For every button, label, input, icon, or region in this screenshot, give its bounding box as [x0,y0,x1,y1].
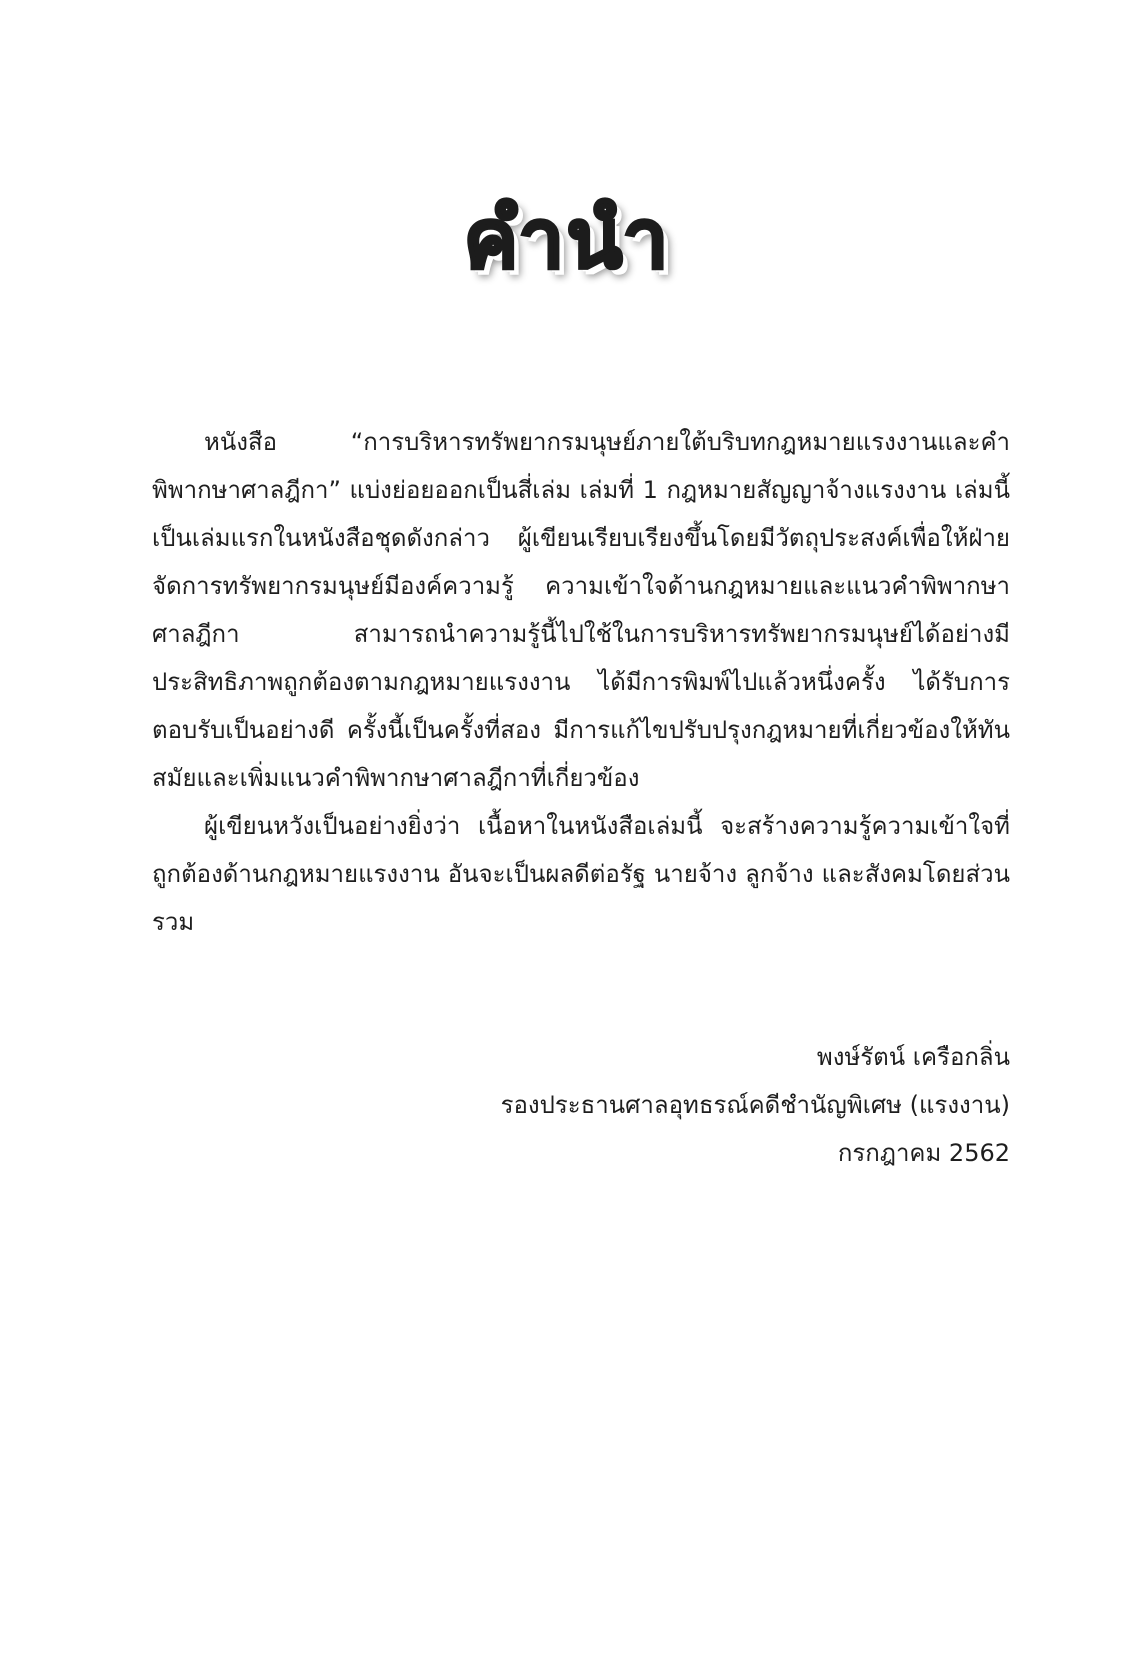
paragraph-2: ผู้เขียนหวังเป็นอย่างยิ่งว่า เนื้อหาในหนังสือเล่มนี้ จะสร้างความรู้ความเข้าใจที่ถูกต้องด้านกฎหมายแรงงาน อันจะเป็นผลดีต่อรัฐ นายจ้าง ลูกจ้าง และสังคมโดยส่วนรวม [152,812,1010,936]
author-position: รองประธานศาลอุทธรณ์คดีชำนัญพิเศษ (แรงงาน) [500,1091,1010,1119]
author-name: พงษ์รัตน์ เครือกลิ่น [816,1043,1010,1071]
signature-block [501,1033,1010,1177]
paragraph-1: หนังสือ “การบริหารทรัพยากรมนุษย์ภายใต้บริบทกฎหมายแรงงานและคำพิพากษาศาลฎีกา” แบ่งย่อยออกเป็นสี่เล่ม เล่มที่ 1 กฎหมายสัญญาจ้างแรงงาน เล่มนี้เป็นเล่มแรกในหนังสือชุดดังกล่าว ผู้เขียนเรียบเรียงขึ้นโดยมีวัตถุประสงค์เพื่อให้ฝ่ายจัดการทรัพยากรมนุษย์มีองค์ความรู้ ความเข้าใจด้านกฎหมายและแนวคำพิพากษาศาลฎีกา สามารถนำความรู้นี้ไปใช้ในการบริหารทรัพยากรมนุษย์ได้อย่างมีประสิทธิภาพถูกต้องตามกฎหมายแรงงาน ได้มีการพิมพ์ไปแล้วหนึ่งครั้ง ได้รับการตอบรับเป็นอย่างดี ครั้งนี้เป็นครั้งที่สอง มีการแก้ไขปรับปรุงกฎหมายที่เกี่ยวข้องให้ทันสมัยและเพิ่มแนวคำพิพากษาศาลฎีกาที่เกี่ยวข้อง [152,428,1010,792]
page-title: คำนำ [463,192,671,287]
preface-body [152,418,1010,946]
signature-date: กรกฎาคม 2562 [837,1139,1010,1167]
